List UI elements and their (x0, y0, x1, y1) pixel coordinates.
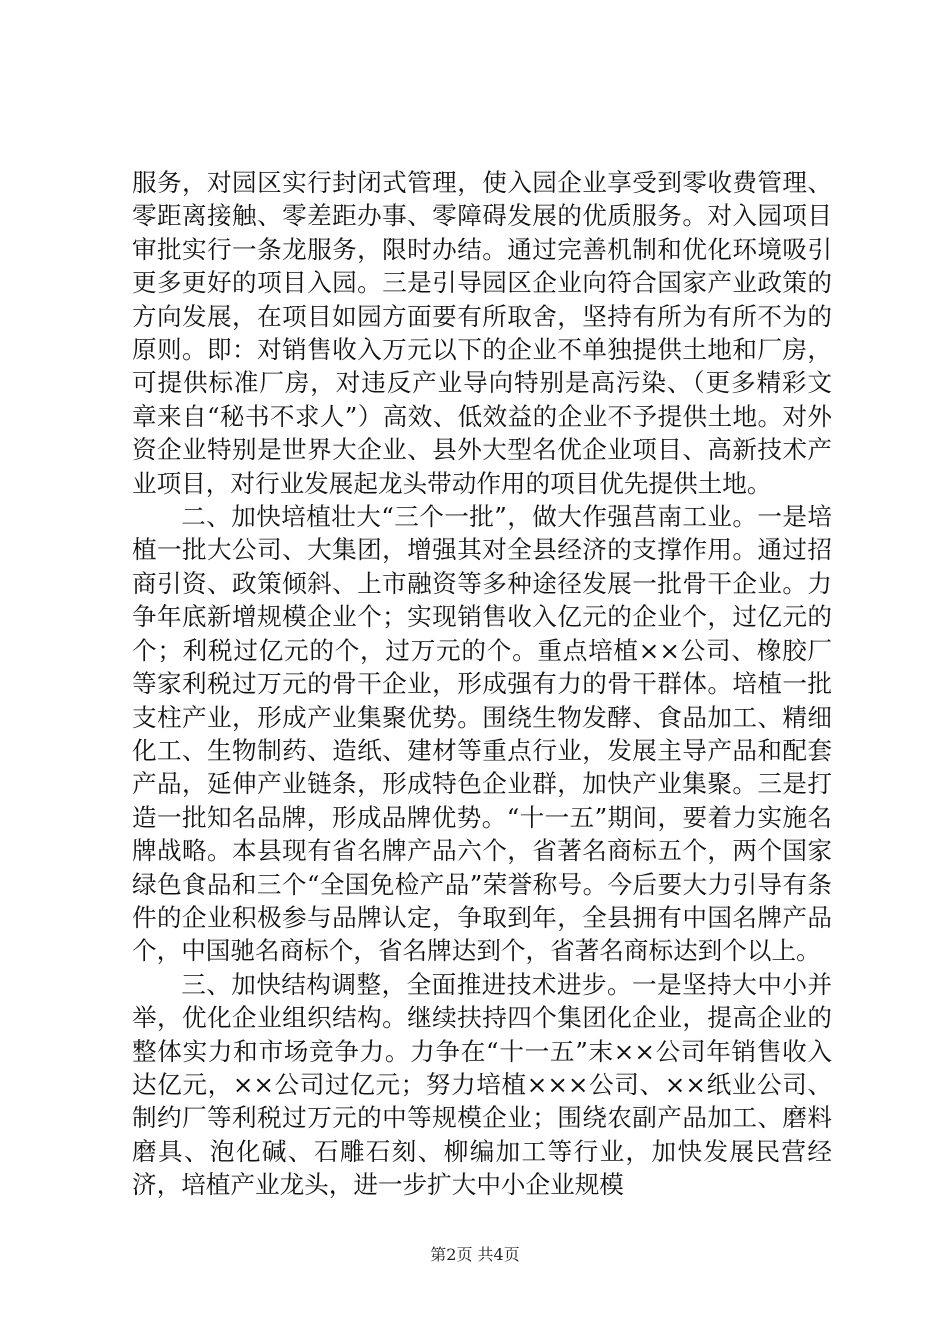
paragraph-section-three: 三、加快结构调整，全面推进技术进步。一是坚持大中小并举，优化企业组织结构。继续扶持四个集团化企业，提高企业的整体实力和市场竞争力。力争在“十一五”末××公司年销售收入达亿元，××公司过亿元；努力培植×××公司、××纸业公司、制约厂等利税过万元的中等规模企业；围绕农副产品加工、磨料磨具、泡化碱、石雕石刻、柳编加工等行业，加快发展民营经济，培植产业龙头，进一步扩大中小企业规模 (132, 969, 832, 1200)
page-number-footer: 第2页 共4页 (430, 1245, 520, 1264)
paragraph-section-two: 二、加快培植壮大“三个一批”，做大作强莒南工业。一是培植一批大公司、大集团，增强其对全县经济的支撑作用。通过招商引资、政策倾斜、上市融资等多种途径发展一批骨干企业。力争年底新增规模企业个；实现销售收入亿元的企业个，过亿元的个；利税过亿元的个，过万元的个。重点培植××公司、橡胶厂等家利税过万元的骨干企业，形成强有力的骨干群体。培植一批支柱产业，形成产业集聚优势。围绕生物发酵、食品加工、精细化工、生物制药、造纸、建材等重点行业，发展主导产品和配套产品，延伸产业链条，形成特色企业群，加快产业集聚。三是打造一批知名品牌，形成品牌优势。“十一五”期间，要着力实施名牌战略。本县现有省名牌产品六个，省著名商标五个，两个国家绿色食品和三个“全国免检产品”荣誉称号。今后要大力引导有条件的企业积极参与品牌认定，争取到年，全县拥有中国名牌产品个，中国驰名商标个，省名牌达到个，省著名商标达到个以上。 (132, 502, 832, 966)
paragraph-continued: 服务，对园区实行封闭式管理，使入园企业享受到零收费管理、零距离接触、零差距办事、零障碍发展的优质服务。对入园项目审批实行一条龙服务，限时办结。通过完善机制和优化环境吸引更多更好的项目入园。三是引导园区企业向符合国家产业政策的方向发展，在项目如园方面要有所取舍，坚持有所为有所不为的原则。即：对销售收入万元以下的企业不单独提供土地和厂房，可提供标准厂房，对违反产业导向特别是高污染、（更多精彩文章来自“秘书不求人”）高效、低效益的企业不予提供土地。对外资企业特别是世界大企业、县外大型名优企业项目、高新技术产业项目，对行业发展起龙头带动作用的项目优先提供土地。 (132, 168, 832, 498)
document-body (132, 166, 832, 1202)
